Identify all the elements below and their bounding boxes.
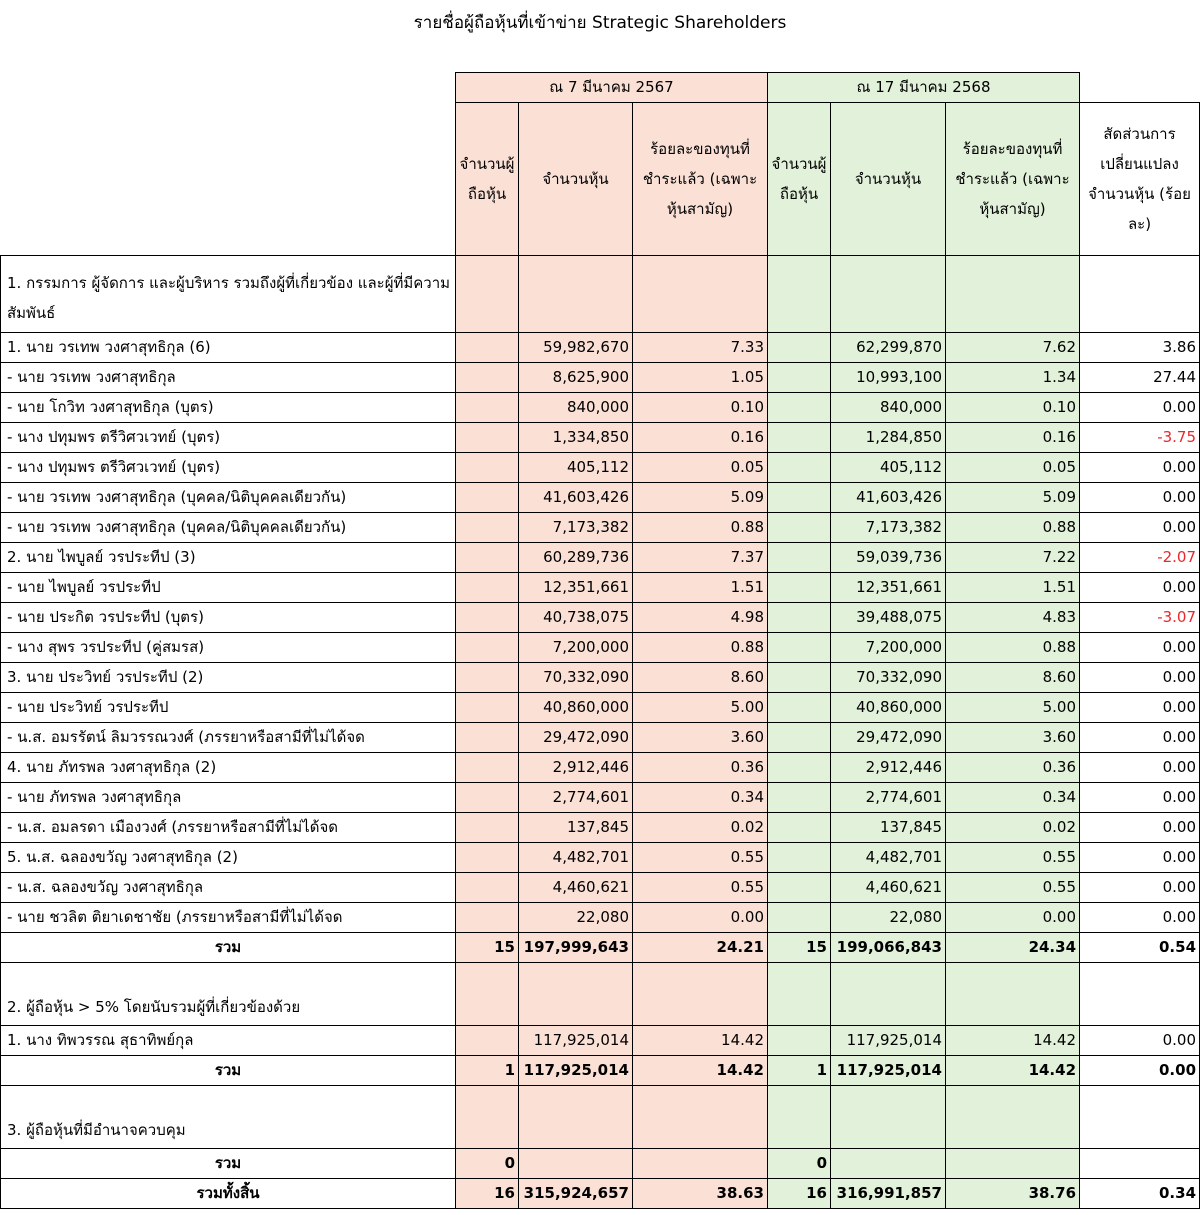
holders-cell bbox=[456, 753, 519, 783]
percent-cell-period2: 1.51 bbox=[946, 573, 1080, 603]
percent-cell-period1: 0.55 bbox=[633, 873, 768, 903]
shares-cell-period2: 70,332,090 bbox=[831, 663, 946, 693]
table-row bbox=[1, 513, 1200, 543]
percent-cell-period2: 0.02 bbox=[946, 813, 1080, 843]
total-holders-period1: 1 bbox=[456, 1056, 519, 1086]
change-cell bbox=[1080, 1086, 1200, 1149]
holders-cell bbox=[768, 453, 831, 483]
total-label: รวม bbox=[1, 1149, 456, 1179]
shareholder-name: - นาย ประวิทย์ วรประทีป bbox=[1, 693, 456, 723]
period2-header: ณ 17 มีนาคม 2568 bbox=[768, 73, 1080, 103]
percent-cell bbox=[633, 256, 768, 333]
shareholder-name: - นาย ประกิต วรประทีป (บุตร) bbox=[1, 603, 456, 633]
holders-cell bbox=[768, 1026, 831, 1056]
holders-cell bbox=[768, 363, 831, 393]
table-row bbox=[1, 483, 1200, 513]
total-percent-period1: 14.42 bbox=[633, 1056, 768, 1086]
total-change: 0.00 bbox=[1080, 1056, 1200, 1086]
shares-cell-period1: 60,289,736 bbox=[519, 543, 633, 573]
shareholder-name: - นาง สุพร วรประทีป (คู่สมรส) bbox=[1, 633, 456, 663]
change-cell: 0.00 bbox=[1080, 783, 1200, 813]
percent-cell-period1: 5.09 bbox=[633, 483, 768, 513]
holders-header-2: จำนวนผู้ถือหุ้น bbox=[768, 103, 831, 256]
total-shares-period1: 315,924,657 bbox=[519, 1179, 633, 1209]
holders-cell bbox=[768, 603, 831, 633]
grand-total-row bbox=[1, 1179, 1200, 1209]
holders-cell bbox=[768, 903, 831, 933]
section-label: 3. ผู้ถือหุ้นที่มีอำนาจควบคุม bbox=[1, 1086, 456, 1149]
holders-cell bbox=[456, 843, 519, 873]
percent-cell-period2: 7.62 bbox=[946, 333, 1080, 363]
percent-cell-period2: 5.00 bbox=[946, 693, 1080, 723]
shares-cell-period1: 1,334,850 bbox=[519, 423, 633, 453]
table-row bbox=[1, 1026, 1200, 1056]
shares-cell-period2: 405,112 bbox=[831, 453, 946, 483]
change-cell: 27.44 bbox=[1080, 363, 1200, 393]
shares-cell-period1: 12,351,661 bbox=[519, 573, 633, 603]
percent-cell-period2: 0.88 bbox=[946, 513, 1080, 543]
change-cell: 0.00 bbox=[1080, 633, 1200, 663]
shareholder-name: - นาย ชวลิต ติยาเดชาชัย (ภรรยาหรือสามีที่ไม่ได้จด bbox=[1, 903, 456, 933]
percent-cell-period1: 4.98 bbox=[633, 603, 768, 633]
total-change: 0.34 bbox=[1080, 1179, 1200, 1209]
total-percent-period1: 38.63 bbox=[633, 1179, 768, 1209]
holders-cell bbox=[456, 453, 519, 483]
percent-cell-period2: 0.88 bbox=[946, 633, 1080, 663]
percent-cell-period1: 7.33 bbox=[633, 333, 768, 363]
percent-cell-period1: 0.88 bbox=[633, 513, 768, 543]
holders-cell bbox=[456, 423, 519, 453]
total-holders-period2: 1 bbox=[768, 1056, 831, 1086]
holders-cell bbox=[768, 483, 831, 513]
holders-cell bbox=[768, 393, 831, 423]
shareholder-name: - นาย ไพบูลย์ วรประทีป bbox=[1, 573, 456, 603]
shares-cell-period2: 4,460,621 bbox=[831, 873, 946, 903]
section2-total-row bbox=[1, 1056, 1200, 1086]
shareholder-name: - น.ส. อมรรัตน์ ลิมวรรณวงศ์ (ภรรยาหรือสามีที่ไม่ได้จด bbox=[1, 723, 456, 753]
table-row bbox=[1, 843, 1200, 873]
percent-cell-period1: 0.10 bbox=[633, 393, 768, 423]
total-shares-period2: 199,066,843 bbox=[831, 933, 946, 963]
total-shares-period1: 197,999,643 bbox=[519, 933, 633, 963]
shareholder-name: 5. น.ส. ฉลองขวัญ วงศาสุทธิกุล (2) bbox=[1, 843, 456, 873]
holders-cell bbox=[456, 813, 519, 843]
change-cell: -3.75 bbox=[1080, 423, 1200, 453]
total-change bbox=[1080, 1149, 1200, 1179]
shares-cell-period1: 4,460,621 bbox=[519, 873, 633, 903]
table-row bbox=[1, 723, 1200, 753]
percent-cell-period1: 5.00 bbox=[633, 693, 768, 723]
holders-cell bbox=[768, 1086, 831, 1149]
percent-cell bbox=[946, 256, 1080, 333]
percent-cell-period1: 8.60 bbox=[633, 663, 768, 693]
shares-header-1: จำนวนหุ้น bbox=[519, 103, 633, 256]
section-label: 2. ผู้ถือหุ้น > 5% โดยนับรวมผู้ที่เกี่ยวข้องด้วย bbox=[1, 963, 456, 1026]
column-header-row bbox=[1, 103, 1200, 256]
total-label: รวม bbox=[1, 1056, 456, 1086]
percent-cell-period2: 14.42 bbox=[946, 1026, 1080, 1056]
shareholder-name: - นาง ปทุมพร ตรีวิศวเวทย์ (บุตร) bbox=[1, 423, 456, 453]
change-cell bbox=[1080, 963, 1200, 1026]
shares-cell-period1: 40,860,000 bbox=[519, 693, 633, 723]
percent-cell-period2: 0.55 bbox=[946, 873, 1080, 903]
change-cell: 0.00 bbox=[1080, 723, 1200, 753]
page-title: รายชื่อผู้ถือหุ้นที่เข้าข่าย Strategic Shareholders bbox=[413, 13, 787, 33]
shares-cell-period2: 29,472,090 bbox=[831, 723, 946, 753]
shareholder-name: - นาง ปทุมพร ตรีวิศวเวทย์ (บุตร) bbox=[1, 453, 456, 483]
shares-cell-period2: 1,284,850 bbox=[831, 423, 946, 453]
section1-total-row bbox=[1, 933, 1200, 963]
shares-cell-period1: 7,200,000 bbox=[519, 633, 633, 663]
table-row bbox=[1, 333, 1200, 363]
holders-cell bbox=[456, 1086, 519, 1149]
section-header-row bbox=[1, 256, 1200, 333]
shares-cell-period1: 137,845 bbox=[519, 813, 633, 843]
shares-cell-period2: 840,000 bbox=[831, 393, 946, 423]
shares-cell-period1: 2,912,446 bbox=[519, 753, 633, 783]
change-cell: 0.00 bbox=[1080, 453, 1200, 483]
shares-cell bbox=[831, 963, 946, 1026]
table-row bbox=[1, 393, 1200, 423]
table-row bbox=[1, 543, 1200, 573]
shares-cell-period2: 59,039,736 bbox=[831, 543, 946, 573]
shares-cell-period1: 2,774,601 bbox=[519, 783, 633, 813]
holders-cell bbox=[768, 333, 831, 363]
total-percent-period1 bbox=[633, 1149, 768, 1179]
shareholders-table bbox=[0, 72, 1200, 1209]
holders-cell bbox=[768, 543, 831, 573]
holders-cell bbox=[456, 513, 519, 543]
table-row bbox=[1, 753, 1200, 783]
change-cell: 0.00 bbox=[1080, 903, 1200, 933]
percent-cell-period1: 3.60 bbox=[633, 723, 768, 753]
holders-cell bbox=[456, 903, 519, 933]
shareholder-name: 1. นาง ทิพวรรณ สุธาทิพย์กุล bbox=[1, 1026, 456, 1056]
shares-cell-period2: 12,351,661 bbox=[831, 573, 946, 603]
holders-cell bbox=[768, 423, 831, 453]
table-row bbox=[1, 573, 1200, 603]
shareholder-name: 1. นาย วรเทพ วงศาสุทธิกุล (6) bbox=[1, 333, 456, 363]
total-holders-period1: 0 bbox=[456, 1149, 519, 1179]
shares-header-2: จำนวนหุ้น bbox=[831, 103, 946, 256]
total-percent-period1: 24.21 bbox=[633, 933, 768, 963]
change-cell bbox=[1080, 256, 1200, 333]
section-label: 1. กรรมการ ผู้จัดการ และผู้บริหาร รวมถึงผู้ที่เกี่ยวข้อง และผู้ที่มีความสัมพันธ์ bbox=[1, 256, 456, 333]
shareholder-name: 2. นาย ไพบูลย์ วรประทีป (3) bbox=[1, 543, 456, 573]
total-percent-period2 bbox=[946, 1149, 1080, 1179]
change-cell: 0.00 bbox=[1080, 483, 1200, 513]
percent-cell-period2: 0.05 bbox=[946, 453, 1080, 483]
table-row bbox=[1, 783, 1200, 813]
holders-cell bbox=[456, 256, 519, 333]
shares-cell-period1: 117,925,014 bbox=[519, 1026, 633, 1056]
holders-cell bbox=[768, 693, 831, 723]
percent-cell-period1: 0.00 bbox=[633, 903, 768, 933]
holders-cell bbox=[768, 256, 831, 333]
holders-cell bbox=[456, 723, 519, 753]
percent-cell-period2: 7.22 bbox=[946, 543, 1080, 573]
percent-cell-period2: 1.34 bbox=[946, 363, 1080, 393]
holders-cell bbox=[768, 843, 831, 873]
holders-cell bbox=[768, 633, 831, 663]
percent-cell-period1: 0.55 bbox=[633, 843, 768, 873]
holders-cell bbox=[768, 513, 831, 543]
holders-cell bbox=[768, 573, 831, 603]
total-holders-period1: 15 bbox=[456, 933, 519, 963]
change-cell: 0.00 bbox=[1080, 753, 1200, 783]
change-cell: 0.00 bbox=[1080, 573, 1200, 603]
percent-cell-period1: 0.16 bbox=[633, 423, 768, 453]
holders-cell bbox=[456, 693, 519, 723]
shares-cell-period2: 2,912,446 bbox=[831, 753, 946, 783]
table-row bbox=[1, 423, 1200, 453]
percent-cell-period1: 0.02 bbox=[633, 813, 768, 843]
change-cell: 0.00 bbox=[1080, 393, 1200, 423]
total-shares-period2: 117,925,014 bbox=[831, 1056, 946, 1086]
shares-cell-period1: 22,080 bbox=[519, 903, 633, 933]
percent-cell-period1: 14.42 bbox=[633, 1026, 768, 1056]
shares-cell-period2: 2,774,601 bbox=[831, 783, 946, 813]
total-label: รวม bbox=[1, 933, 456, 963]
shareholder-name: - นาย โกวิท วงศาสุทธิกุล (บุตร) bbox=[1, 393, 456, 423]
percent-cell-period2: 8.60 bbox=[946, 663, 1080, 693]
shareholder-name: - น.ส. อมลรดา เมืองวงศ์ (ภรรยาหรือสามีที่ไม่ได้จด bbox=[1, 813, 456, 843]
total-holders-period1: 16 bbox=[456, 1179, 519, 1209]
change-cell: 0.00 bbox=[1080, 843, 1200, 873]
percent-cell-period1: 0.05 bbox=[633, 453, 768, 483]
total-shares-period2: 316,991,857 bbox=[831, 1179, 946, 1209]
total-holders-period2: 0 bbox=[768, 1149, 831, 1179]
shares-cell-period1: 59,982,670 bbox=[519, 333, 633, 363]
table-row bbox=[1, 363, 1200, 393]
percent-cell-period1: 7.37 bbox=[633, 543, 768, 573]
shares-cell-period1: 7,173,382 bbox=[519, 513, 633, 543]
shares-cell-period1: 8,625,900 bbox=[519, 363, 633, 393]
percent-header-1: ร้อยละของทุนที่ชำระแล้ว (เฉพาะหุ้นสามัญ) bbox=[633, 103, 768, 256]
shares-cell-period2: 7,200,000 bbox=[831, 633, 946, 663]
shares-cell-period2: 7,173,382 bbox=[831, 513, 946, 543]
change-cell: 0.00 bbox=[1080, 663, 1200, 693]
total-holders-period2: 16 bbox=[768, 1179, 831, 1209]
percent-cell-period2: 4.83 bbox=[946, 603, 1080, 633]
shareholder-name: 4. นาย ภัทรพล วงศาสุทธิกุล (2) bbox=[1, 753, 456, 783]
period-header-row bbox=[1, 73, 1200, 103]
shares-cell bbox=[831, 256, 946, 333]
holders-cell bbox=[456, 963, 519, 1026]
total-holders-period2: 15 bbox=[768, 933, 831, 963]
shares-cell-period2: 41,603,426 bbox=[831, 483, 946, 513]
percent-cell-period2: 0.00 bbox=[946, 903, 1080, 933]
percent-cell-period2: 0.55 bbox=[946, 843, 1080, 873]
table-row bbox=[1, 873, 1200, 903]
table-row bbox=[1, 453, 1200, 483]
shares-cell-period1: 41,603,426 bbox=[519, 483, 633, 513]
holders-cell bbox=[456, 1026, 519, 1056]
percent-cell-period1: 1.05 bbox=[633, 363, 768, 393]
shareholder-name: - นาย วรเทพ วงศาสุทธิกุล (บุคคล/นิติบุคคลเดียวกัน) bbox=[1, 513, 456, 543]
shares-cell-period2: 117,925,014 bbox=[831, 1026, 946, 1056]
shares-cell-period2: 4,482,701 bbox=[831, 843, 946, 873]
shares-cell bbox=[519, 256, 633, 333]
change-cell: 0.00 bbox=[1080, 813, 1200, 843]
shares-cell-period1: 4,482,701 bbox=[519, 843, 633, 873]
shares-cell bbox=[519, 1086, 633, 1149]
change-cell: 0.00 bbox=[1080, 513, 1200, 543]
total-change: 0.54 bbox=[1080, 933, 1200, 963]
holders-cell bbox=[768, 963, 831, 1026]
total-shares-period2 bbox=[831, 1149, 946, 1179]
holders-cell bbox=[456, 543, 519, 573]
percent-cell-period1: 0.34 bbox=[633, 783, 768, 813]
shares-cell-period2: 10,993,100 bbox=[831, 363, 946, 393]
table-row bbox=[1, 663, 1200, 693]
change-cell: 0.00 bbox=[1080, 873, 1200, 903]
percent-cell-period1: 1.51 bbox=[633, 573, 768, 603]
change-header: สัดส่วนการเปลี่ยนแปลงจำนวนหุ้น (ร้อยละ) bbox=[1080, 103, 1200, 256]
shares-cell-period2: 137,845 bbox=[831, 813, 946, 843]
holders-cell bbox=[456, 573, 519, 603]
percent-cell bbox=[633, 963, 768, 1026]
holders-cell bbox=[768, 723, 831, 753]
section-header-row bbox=[1, 1086, 1200, 1149]
holders-cell bbox=[456, 633, 519, 663]
shares-cell-period2: 39,488,075 bbox=[831, 603, 946, 633]
holders-cell bbox=[768, 783, 831, 813]
percent-cell-period1: 0.36 bbox=[633, 753, 768, 783]
shares-cell-period1: 40,738,075 bbox=[519, 603, 633, 633]
percent-cell-period2: 5.09 bbox=[946, 483, 1080, 513]
holders-cell bbox=[456, 783, 519, 813]
percent-cell bbox=[946, 1086, 1080, 1149]
total-percent-period2: 38.76 bbox=[946, 1179, 1080, 1209]
shares-cell-period2: 22,080 bbox=[831, 903, 946, 933]
holders-cell bbox=[456, 363, 519, 393]
holders-cell bbox=[768, 753, 831, 783]
percent-cell bbox=[633, 1086, 768, 1149]
table-row bbox=[1, 603, 1200, 633]
shareholder-name: 3. นาย ประวิทย์ วรประทีป (2) bbox=[1, 663, 456, 693]
total-shares-period1 bbox=[519, 1149, 633, 1179]
total-percent-period2: 14.42 bbox=[946, 1056, 1080, 1086]
table-row bbox=[1, 693, 1200, 723]
table-row bbox=[1, 903, 1200, 933]
holders-cell bbox=[456, 393, 519, 423]
total-label: รวมทั้งสิ้น bbox=[1, 1179, 456, 1209]
shareholder-name: - นาย วรเทพ วงศาสุทธิกุล (บุคคล/นิติบุคคลเดียวกัน) bbox=[1, 483, 456, 513]
change-cell: -3.07 bbox=[1080, 603, 1200, 633]
table-row bbox=[1, 813, 1200, 843]
holders-cell bbox=[456, 333, 519, 363]
shares-cell bbox=[831, 1086, 946, 1149]
shares-cell-period2: 62,299,870 bbox=[831, 333, 946, 363]
percent-cell-period1: 0.88 bbox=[633, 633, 768, 663]
holders-cell bbox=[456, 603, 519, 633]
total-shares-period1: 117,925,014 bbox=[519, 1056, 633, 1086]
shareholder-name: - นาย ภัทรพล วงศาสุทธิกุล bbox=[1, 783, 456, 813]
shareholder-name: - นาย วรเทพ วงศาสุทธิกุล bbox=[1, 363, 456, 393]
change-cell: 0.00 bbox=[1080, 1026, 1200, 1056]
section3-total-row bbox=[1, 1149, 1200, 1179]
shareholder-name: - น.ส. ฉลองขวัญ วงศาสุทธิกุล bbox=[1, 873, 456, 903]
holders-cell bbox=[456, 663, 519, 693]
shares-cell-period1: 405,112 bbox=[519, 453, 633, 483]
change-cell: 3.86 bbox=[1080, 333, 1200, 363]
shares-cell-period1: 29,472,090 bbox=[519, 723, 633, 753]
percent-cell-period2: 0.10 bbox=[946, 393, 1080, 423]
table-row bbox=[1, 633, 1200, 663]
total-percent-period2: 24.34 bbox=[946, 933, 1080, 963]
shares-cell-period2: 40,860,000 bbox=[831, 693, 946, 723]
percent-cell-period2: 3.60 bbox=[946, 723, 1080, 753]
percent-cell-period2: 0.16 bbox=[946, 423, 1080, 453]
percent-cell-period2: 0.36 bbox=[946, 753, 1080, 783]
holders-cell bbox=[768, 873, 831, 903]
shares-cell-period1: 840,000 bbox=[519, 393, 633, 423]
holders-header-1: จำนวนผู้ถือหุ้น bbox=[456, 103, 519, 256]
shares-cell bbox=[519, 963, 633, 1026]
section-header-row bbox=[1, 963, 1200, 1026]
shares-cell-period1: 70,332,090 bbox=[519, 663, 633, 693]
holders-cell bbox=[768, 663, 831, 693]
percent-header-2: ร้อยละของทุนที่ชำระแล้ว (เฉพาะหุ้นสามัญ) bbox=[946, 103, 1080, 256]
change-cell: -2.07 bbox=[1080, 543, 1200, 573]
holders-cell bbox=[768, 813, 831, 843]
period1-header: ณ 7 มีนาคม 2567 bbox=[456, 73, 768, 103]
percent-cell-period2: 0.34 bbox=[946, 783, 1080, 813]
percent-cell bbox=[946, 963, 1080, 1026]
change-cell: 0.00 bbox=[1080, 693, 1200, 723]
holders-cell bbox=[456, 873, 519, 903]
holders-cell bbox=[456, 483, 519, 513]
